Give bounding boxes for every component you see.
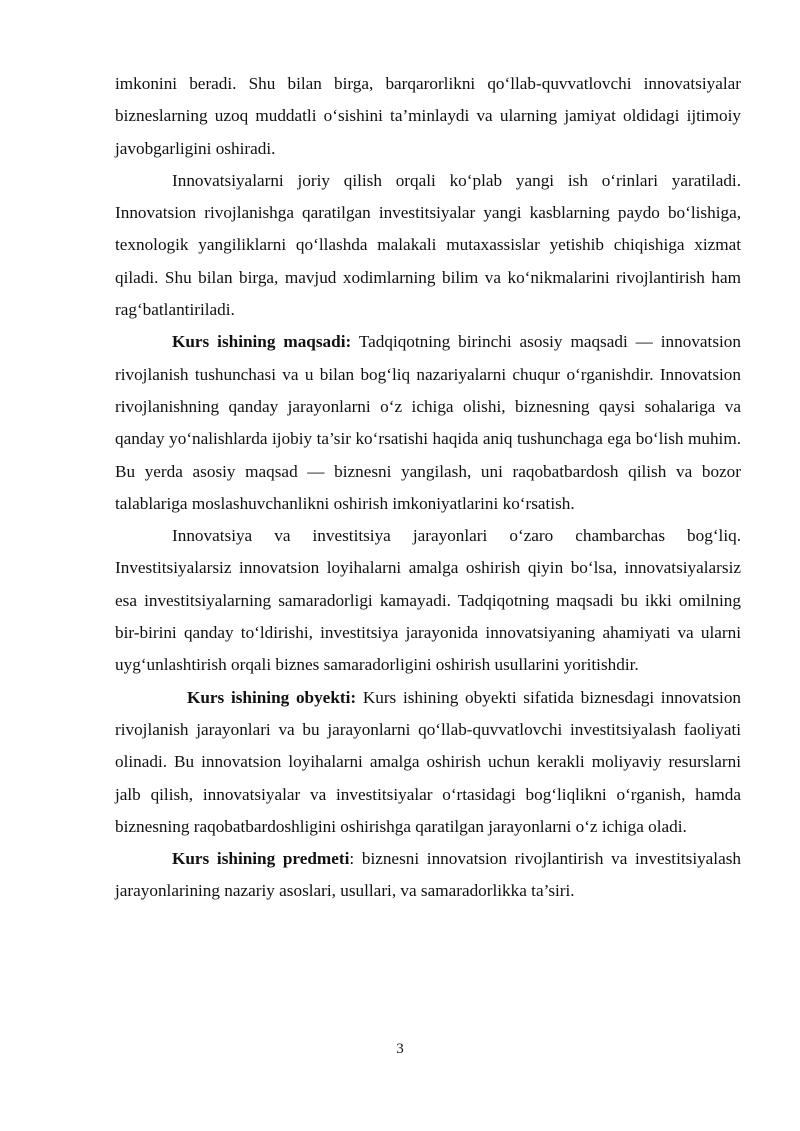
lead-separator: [356, 688, 363, 707]
paragraph-lead: Kurs ishining maqsadi:: [172, 332, 352, 352]
lead-separator: :: [349, 849, 362, 869]
paragraph-course-object: [115, 682, 741, 843]
paragraph-course-goal: [115, 326, 741, 520]
document-page: [115, 68, 741, 908]
paragraph-text: imkonini beradi. Shu bilan birga, barqarorlikni qo‘llab-quvvatlovchi innovatsiyalar bizneslarning uzoq muddatli o‘sishini ta’minlaydi va ularning jamiyat oldidagi ijtimoiy javobgarligini oshiradi.: [115, 74, 741, 158]
paragraph-continuation: [115, 68, 741, 165]
paragraph-innovations-jobs: [115, 165, 741, 326]
paragraph-text: biznesni innovatsion rivojlantirish va investitsiyalash jarayonlarining nazariy asoslari, usullari, va samaradorlikka ta’siri.: [115, 849, 741, 901]
paragraph-text: Innovatsiyalarni joriy qilish orqali ko‘plab yangi ish o‘rinlari yaratiladi. Innovatsion rivojlanishga qaratilgan investitsiyalar yangi kasblarning paydo bo‘lishiga, texnologik yangiliklarni qo‘llashda malakali mutaxassislar yetishib chiqishiga xizmat qiladi. Shu bilan birga, mavjud xodimlarning bilim va ko‘nikmalarini rivojlantirish ham rag‘batlantiriladi.: [115, 170, 741, 320]
paragraph-innovation-investment: [115, 520, 741, 681]
lead-separator: [351, 332, 359, 351]
paragraph-course-subject: [115, 843, 741, 908]
paragraph-lead: Kurs ishining obyekti:: [187, 687, 357, 707]
paragraph-text: Tadqiqotning birinchi asosiy maqsadi — innovatsion rivojlanish tushunchasi va u bilan bog‘liq nazariyalarni chuqur o‘rganishdir. Innovatsion rivojlanishning qanday jarayonlarni o‘z ichiga olishi, biznesning qaysi sohalariga va qanday yo‘nalishlarda ijobiy ta’sir ko‘rsatishi haqida aniq tushunchaga ega bo‘lish muhim. Bu yerda asosiy maqsad — biznesni yangilash, uni raqobatbardosh qilish va bozor talablariga moslashuvchanlikni oshirish imkoniyatlarini ko‘rsatish.: [115, 332, 741, 513]
paragraph-text: Innovatsiya va investitsiya jarayonlari o‘zaro chambarchas bog‘liq. Investitsiyalarsiz innovatsion loyihalarni amalga oshirish qiyin bo‘lsa, innovatsiyalarsiz esa investitsiyalarning samaradorligi kamayadi. Tadqiqotning maqsadi bu ikki omilning bir-birini qanday to‘ldirishi, investitsiya jarayonida innovatsiyaning ahamiyati va ularni uyg‘unlashtirish orqali biznes samaradorligini oshirish usullarini yoritishdir.: [115, 526, 741, 675]
paragraph-text: Kurs ishining obyekti sifatida biznesdagi innovatsion rivojlanish jarayonlari va bu jarayonlarni qo‘llab-quvvatlovchi investitsiyalash faoliyati olinadi. Bu innovatsion loyihalarni amalga oshirish uchun kerakli moliyaviy resurslarni jalb qilish, innovatsiyalar va investitsiyalar o‘rtasidagi bog‘liqlikni o‘rganish, hamda biznesning raqobatbardoshligini oshirishga qaratilgan jarayonlarni o‘z ichiga oladi.: [115, 687, 742, 836]
page-number: 3: [396, 1041, 404, 1057]
paragraph-lead: Kurs ishining predmeti: [172, 849, 350, 869]
